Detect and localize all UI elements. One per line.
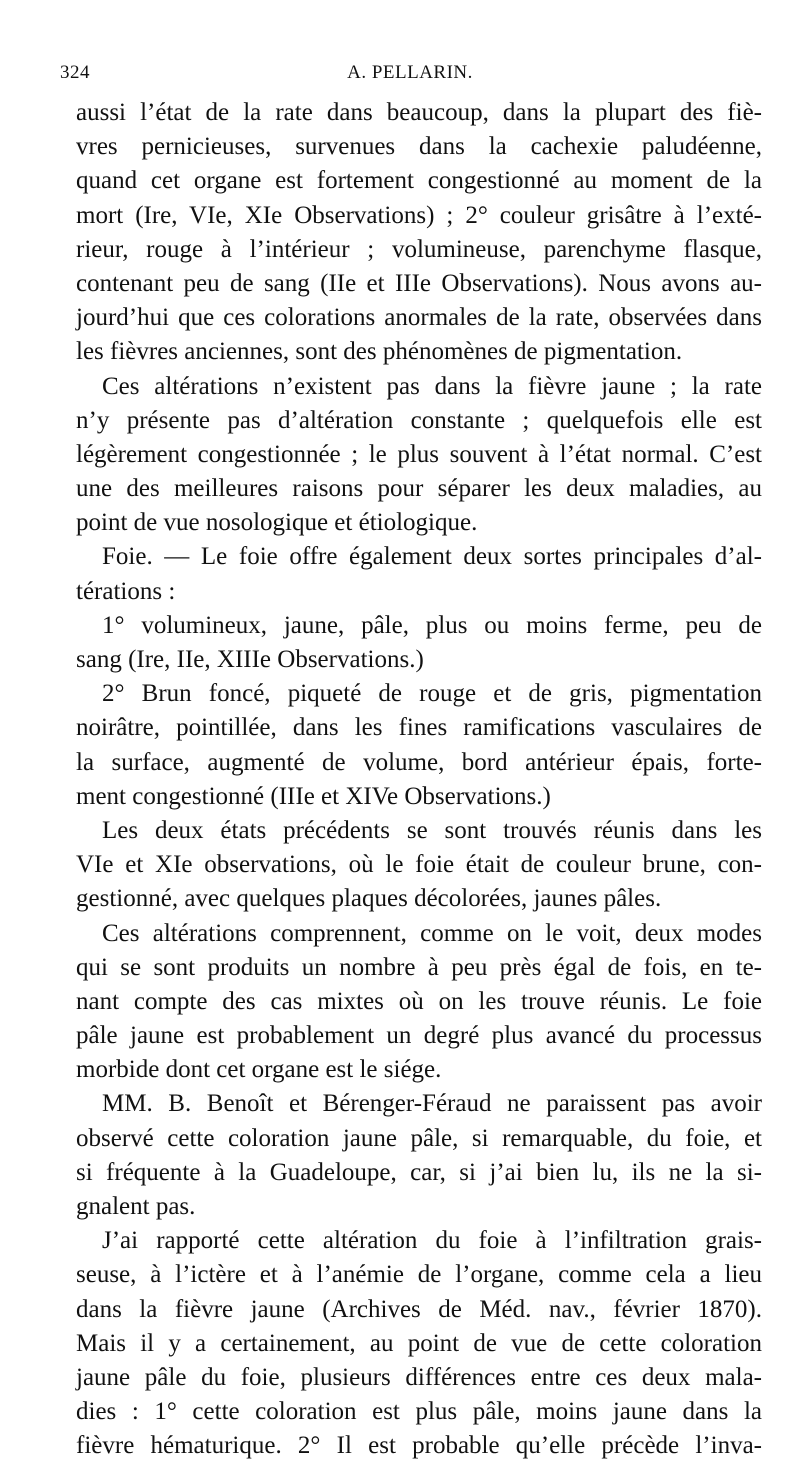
text-line: 2° Brun foncé, piqueté de rouge et de gris, pigmentation — [102, 680, 762, 708]
text-line: gestionné, avec quelques plaques décolorées, jaunes pâles. — [76, 885, 662, 913]
text-line: J’ai rapporté cette altération du foie à l’infiltration grais- — [102, 1227, 762, 1255]
text-line: fièvre hématurique. 2° Il est probable qu’elle précède l’inva- — [76, 1432, 762, 1460]
text-line: ment congestionné (IIIe et XIVe Observations.) — [76, 782, 551, 810]
text-line: dies : 1° cette coloration est plus pâle, moins jaune dans la — [76, 1398, 762, 1426]
text-line: noirâtre, pointillée, dans les fines ramifications vasculaires de — [76, 714, 762, 742]
text-line: quand cet organe est fortement congestionné au moment de la — [76, 167, 762, 195]
text-line: gnalent pas. — [76, 1193, 196, 1220]
body-text — [76, 96, 762, 1464]
running-head: A. PELLARIN. — [347, 62, 473, 83]
text-line: Ces altérations n’existent pas dans la fièvre jaune ; la rate — [102, 372, 762, 400]
text-line: mort (Ire, VIe, XIe Observations) ; 2° couleur grisâtre à l’exté- — [76, 201, 762, 229]
text-line: Mais il y a certainement, au point de vue de cette coloration — [76, 1329, 762, 1357]
text-line: Ces altérations comprennent, comme on le voit, deux modes — [102, 919, 762, 947]
text-line: légèrement congestionnée ; le plus souvent à l’état normal. C’est — [76, 440, 762, 468]
text-line: vres pernicieuses, survenues dans la cachexie paludéenne, — [76, 133, 762, 161]
text-line: dans la fièvre jaune (Archives de Méd. nav., février 1870). — [76, 1295, 762, 1323]
text-line: jourd’hui que ces colorations anormales de la rate, observées dans — [76, 304, 762, 332]
page-header — [60, 62, 760, 88]
text-line: morbide dont cet organe est le siége. — [76, 1056, 442, 1084]
text-line: contenant peu de sang (IIe et IIIe Observations). Nous avons au- — [76, 269, 762, 297]
text-line: Les deux états précédents se sont trouvés réunis dans les — [102, 816, 762, 844]
text-line: seuse, à l’ictère et à l’anémie de l’organe, comme cela a lieu — [76, 1261, 762, 1289]
text-line: si fréquente à la Guadeloupe, car, si j’ai bien lu, ils ne la si- — [76, 1158, 762, 1186]
text-line: MM. B. Benoît et Bérenger-Féraud ne paraissent pas avoir — [102, 1090, 762, 1118]
text-line: point de vue nosologique et étiologique. — [76, 509, 478, 537]
text-line: aussi l’état de la rate dans beaucoup, dans la plupart des fiè- — [76, 99, 762, 126]
text-line: térations : — [76, 577, 176, 605]
text-line: n’y présente pas d’altération constante ; quelquefois elle est — [76, 406, 762, 434]
text-line: jaune pâle du foie, plusieurs différences entre ces deux mala- — [76, 1363, 762, 1391]
text-line: une des meilleures raisons pour séparer les deux maladies, au — [76, 475, 762, 503]
text-line: Foie. — Le foie offre également deux sortes principales d’al- — [102, 543, 762, 571]
text-line: les fièvres anciennes, sont des phénomènes de pigmentation. — [76, 338, 683, 366]
text-line: sang (Ire, IIe, XIIIe Observations.) — [76, 646, 424, 673]
text-line: pâle jaune est probablement un degré plus avancé du processus — [76, 1022, 762, 1050]
page-number: 324 — [60, 62, 90, 83]
text-line: nant compte des cas mixtes où on les trouve réunis. Le foie — [76, 987, 762, 1015]
text-line: VIe et XIe observations, où le foie était de couleur brune, con- — [76, 851, 762, 879]
text-line: observé cette coloration jaune pâle, si remarquable, du foie, et — [76, 1124, 762, 1152]
text-line: qui se sont produits un nombre à peu près égal de fois, en te- — [76, 953, 762, 981]
text-line: la surface, augmenté de volume, bord antérieur épais, forte- — [76, 748, 762, 776]
text-line: 1° volumineux, jaune, pâle, plus ou moins ferme, peu de — [102, 611, 762, 639]
text-line: rieur, rouge à l’intérieur ; volumineuse, parenchyme flasque, — [76, 235, 762, 263]
